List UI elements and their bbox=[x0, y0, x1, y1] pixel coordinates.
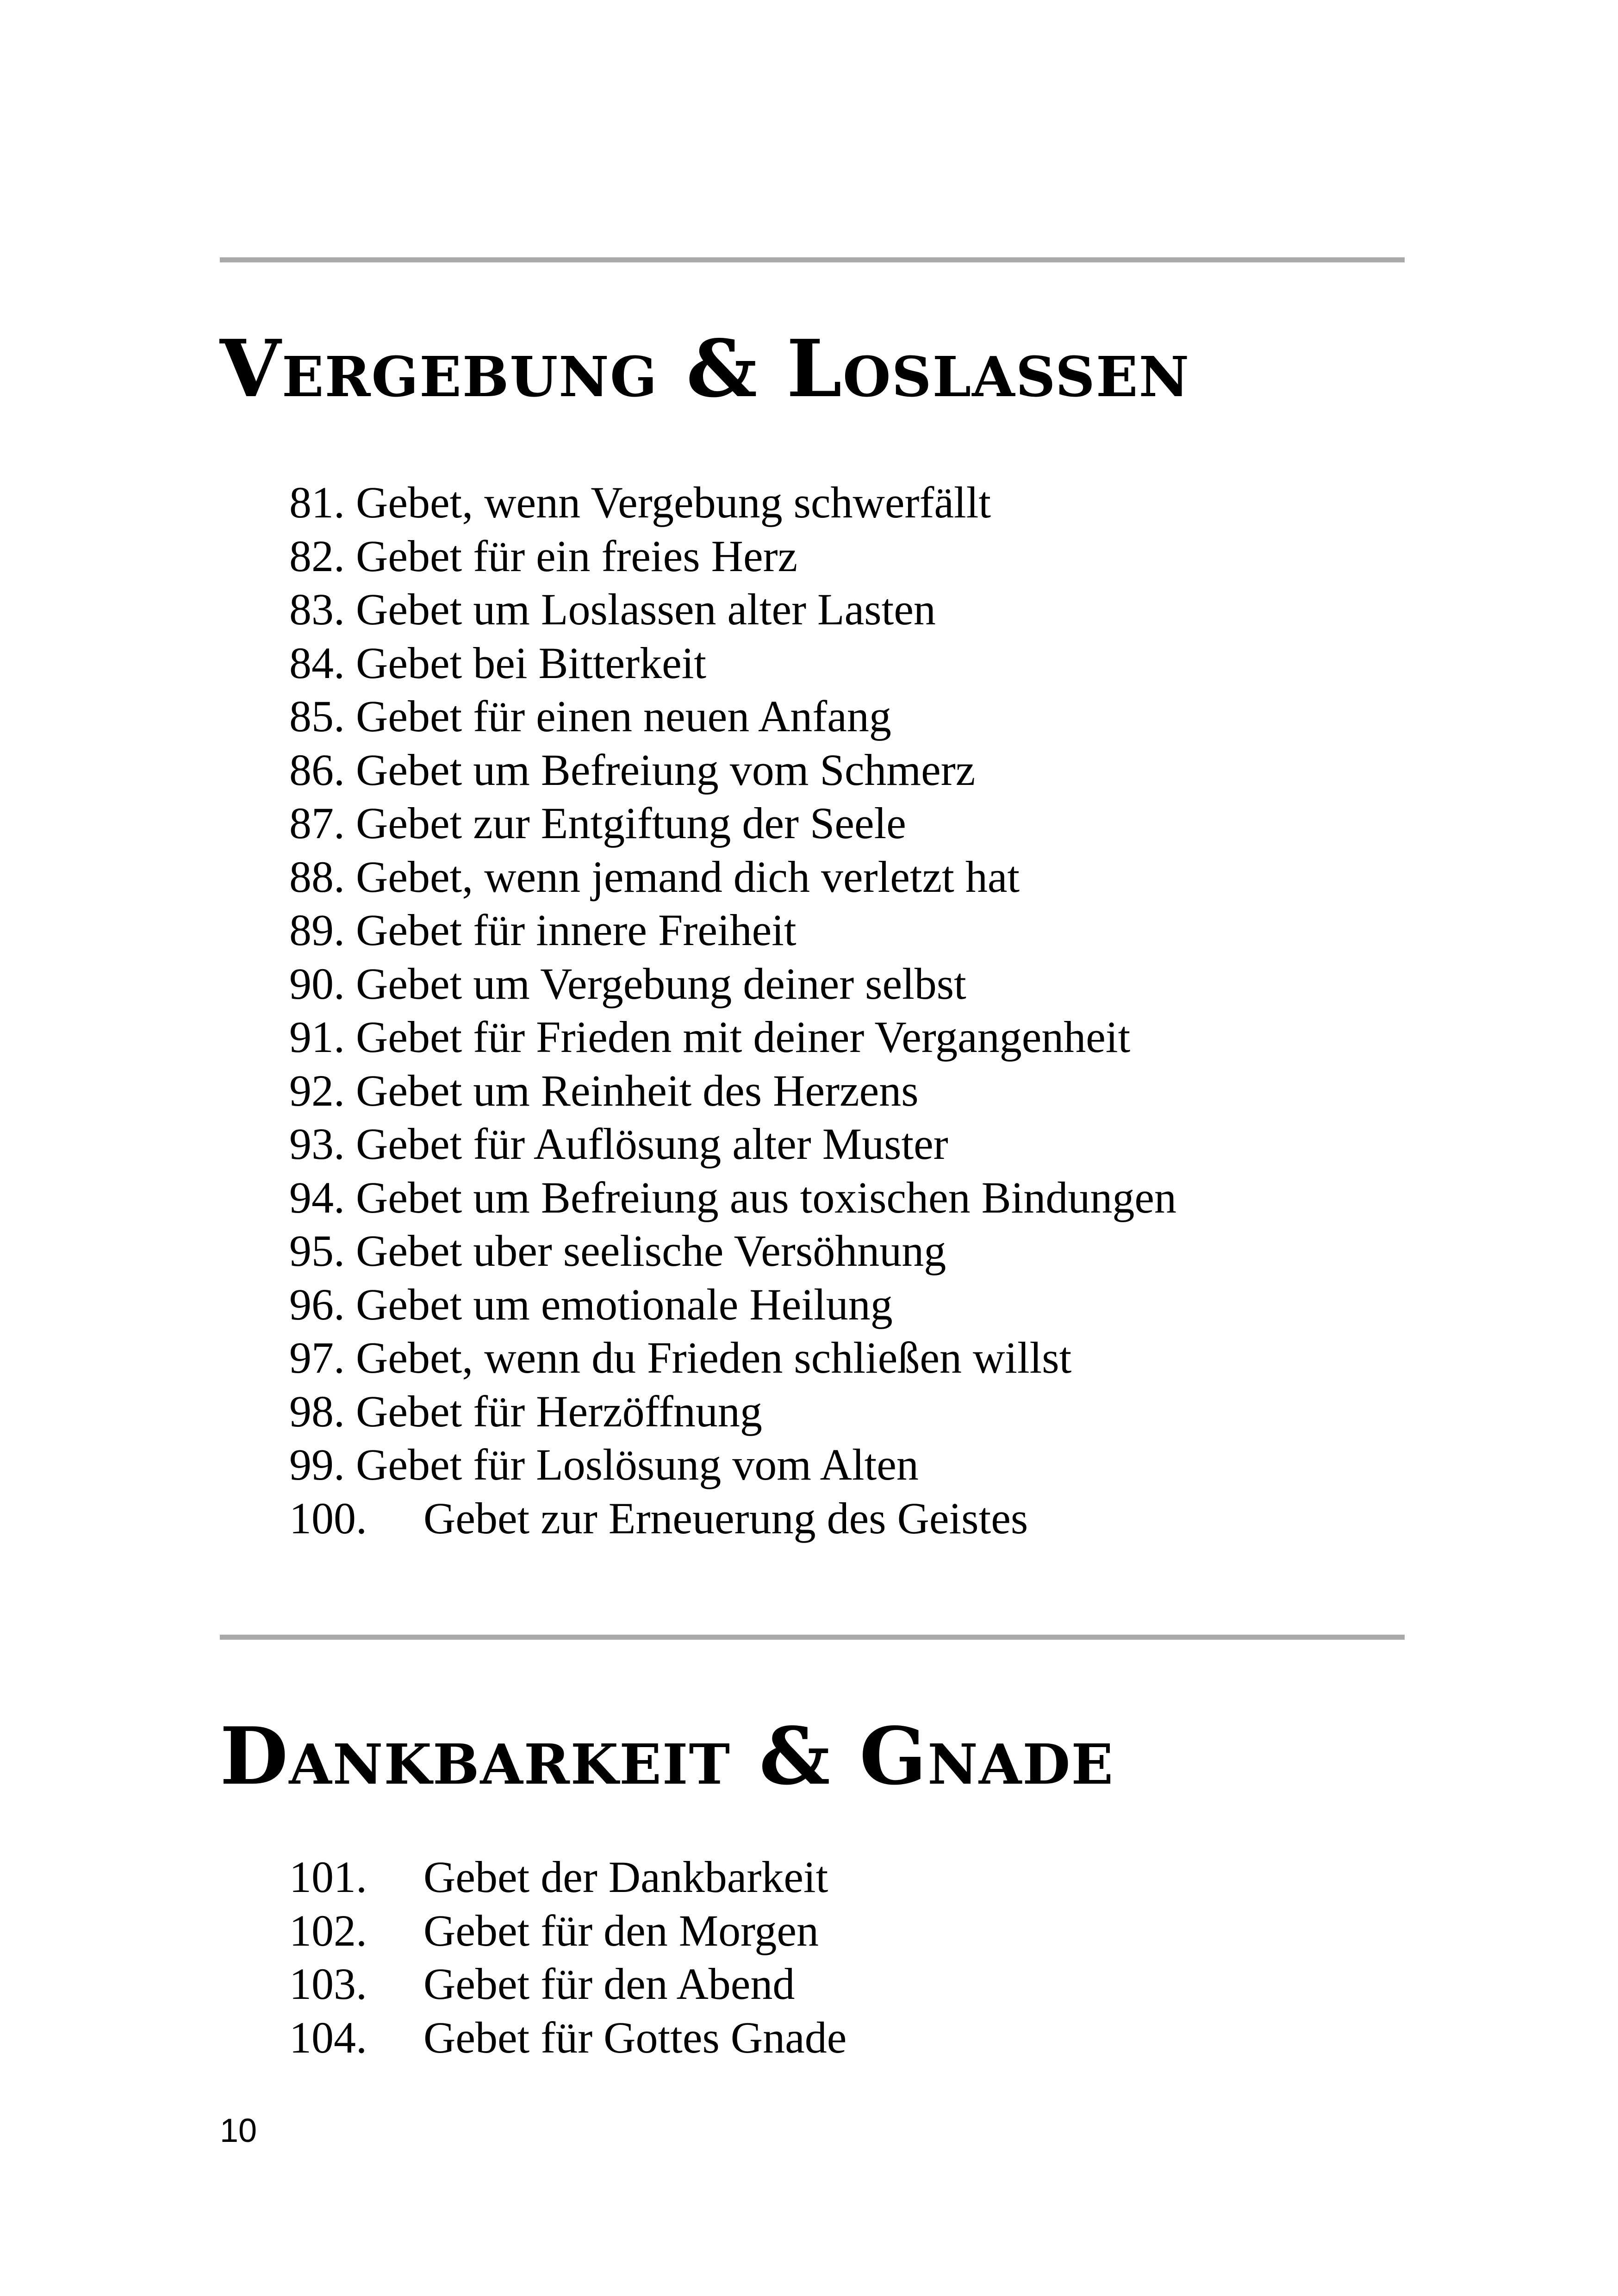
item-title: Gebet für den Abend bbox=[423, 1959, 795, 2009]
item-number: 92. bbox=[289, 1065, 345, 1115]
list-item bbox=[289, 1850, 846, 1904]
prayer-list bbox=[289, 476, 1176, 1545]
item-title: Gebet für Loslösung vom Alten bbox=[356, 1440, 919, 1489]
section-divider bbox=[220, 1635, 1405, 1640]
item-title: Gebet um Vergebung deiner selbst bbox=[356, 958, 966, 1008]
section-heading: Vergebung & Loslassen bbox=[220, 323, 1190, 415]
item-title: Gebet für den Morgen bbox=[423, 1905, 819, 1955]
item-title: Gebet um Loslassen alter Lasten bbox=[356, 585, 936, 634]
item-title: Gebet für Gottes Gnade bbox=[423, 2012, 847, 2062]
item-number: 100. bbox=[289, 1493, 367, 1543]
item-title: Gebet für ein freies Herz bbox=[356, 531, 798, 581]
item-title: Gebet, wenn jemand dich verletzt hat bbox=[356, 852, 1020, 902]
item-title: Gebet um emotionale Heilung bbox=[356, 1279, 893, 1329]
item-number: 99. bbox=[289, 1440, 345, 1489]
list-item bbox=[289, 529, 1176, 583]
list-item bbox=[289, 1224, 1176, 1278]
item-title: Gebet für einen neuen Anfang bbox=[356, 691, 891, 741]
section-divider bbox=[220, 257, 1405, 262]
list-item bbox=[289, 1957, 846, 2011]
item-number: 95. bbox=[289, 1226, 345, 1276]
list-item bbox=[289, 957, 1176, 1011]
list-item bbox=[289, 743, 1176, 797]
list-item bbox=[289, 690, 1176, 743]
list-item bbox=[289, 1331, 1176, 1385]
list-item bbox=[289, 636, 1176, 690]
list-item bbox=[289, 1171, 1176, 1225]
list-item bbox=[289, 1492, 1176, 1545]
item-title: Gebet für Auflösung alter Muster bbox=[356, 1119, 948, 1169]
item-number: 85. bbox=[289, 691, 345, 741]
list-item bbox=[289, 1064, 1176, 1118]
item-number: 104. bbox=[289, 2012, 367, 2062]
item-title: Gebet bei Bitterkeit bbox=[356, 638, 707, 688]
item-title: Gebet, wenn Vergebung schwerfällt bbox=[356, 478, 991, 527]
list-item bbox=[289, 796, 1176, 850]
item-title: Gebet um Reinheit des Herzens bbox=[356, 1065, 919, 1115]
item-number: 101. bbox=[289, 1852, 367, 1902]
item-number: 93. bbox=[289, 1119, 345, 1169]
item-title: Gebet, wenn du Frieden schließen willst bbox=[356, 1333, 1072, 1382]
item-number: 89. bbox=[289, 905, 345, 955]
list-item bbox=[289, 2011, 846, 2065]
item-number: 98. bbox=[289, 1386, 345, 1436]
item-number: 90. bbox=[289, 958, 345, 1008]
list-item bbox=[289, 583, 1176, 636]
item-number: 91. bbox=[289, 1012, 345, 1062]
item-number: 83. bbox=[289, 585, 345, 634]
item-title: Gebet uber seelische Versöhnung bbox=[356, 1226, 946, 1276]
item-number: 102. bbox=[289, 1905, 367, 1955]
item-number: 84. bbox=[289, 638, 345, 688]
item-title: Gebet für Herzöffnung bbox=[356, 1386, 762, 1436]
list-item bbox=[289, 850, 1176, 904]
item-title: Gebet um Befreiung aus toxischen Bindungen bbox=[356, 1172, 1176, 1222]
item-title: Gebet für innere Freiheit bbox=[356, 905, 797, 955]
item-number: 96. bbox=[289, 1279, 345, 1329]
list-item bbox=[289, 1438, 1176, 1492]
item-number: 97. bbox=[289, 1333, 345, 1382]
prayer-list bbox=[289, 1850, 846, 2064]
item-number: 88. bbox=[289, 852, 345, 902]
item-number: 103. bbox=[289, 1959, 367, 2009]
section-heading: Dankbarkeit & Gnade bbox=[220, 1710, 1114, 1803]
item-number: 87. bbox=[289, 798, 345, 848]
list-item bbox=[289, 1117, 1176, 1171]
item-number: 82. bbox=[289, 531, 345, 581]
item-title: Gebet für Frieden mit deiner Vergangenheit bbox=[356, 1012, 1131, 1062]
item-title: Gebet der Dankbarkeit bbox=[423, 1852, 828, 1902]
item-title: Gebet zur Entgiftung der Seele bbox=[356, 798, 906, 848]
page-number: 10 bbox=[220, 2112, 257, 2149]
item-title: Gebet zur Erneuerung des Geistes bbox=[423, 1493, 1028, 1543]
list-item bbox=[289, 903, 1176, 957]
list-item bbox=[289, 476, 1176, 529]
list-item bbox=[289, 1010, 1176, 1064]
item-number: 81. bbox=[289, 478, 345, 527]
item-number: 86. bbox=[289, 745, 345, 795]
list-item bbox=[289, 1904, 846, 1958]
item-title: Gebet um Befreiung vom Schmerz bbox=[356, 745, 976, 795]
item-number: 94. bbox=[289, 1172, 345, 1222]
list-item bbox=[289, 1385, 1176, 1438]
list-item bbox=[289, 1278, 1176, 1332]
